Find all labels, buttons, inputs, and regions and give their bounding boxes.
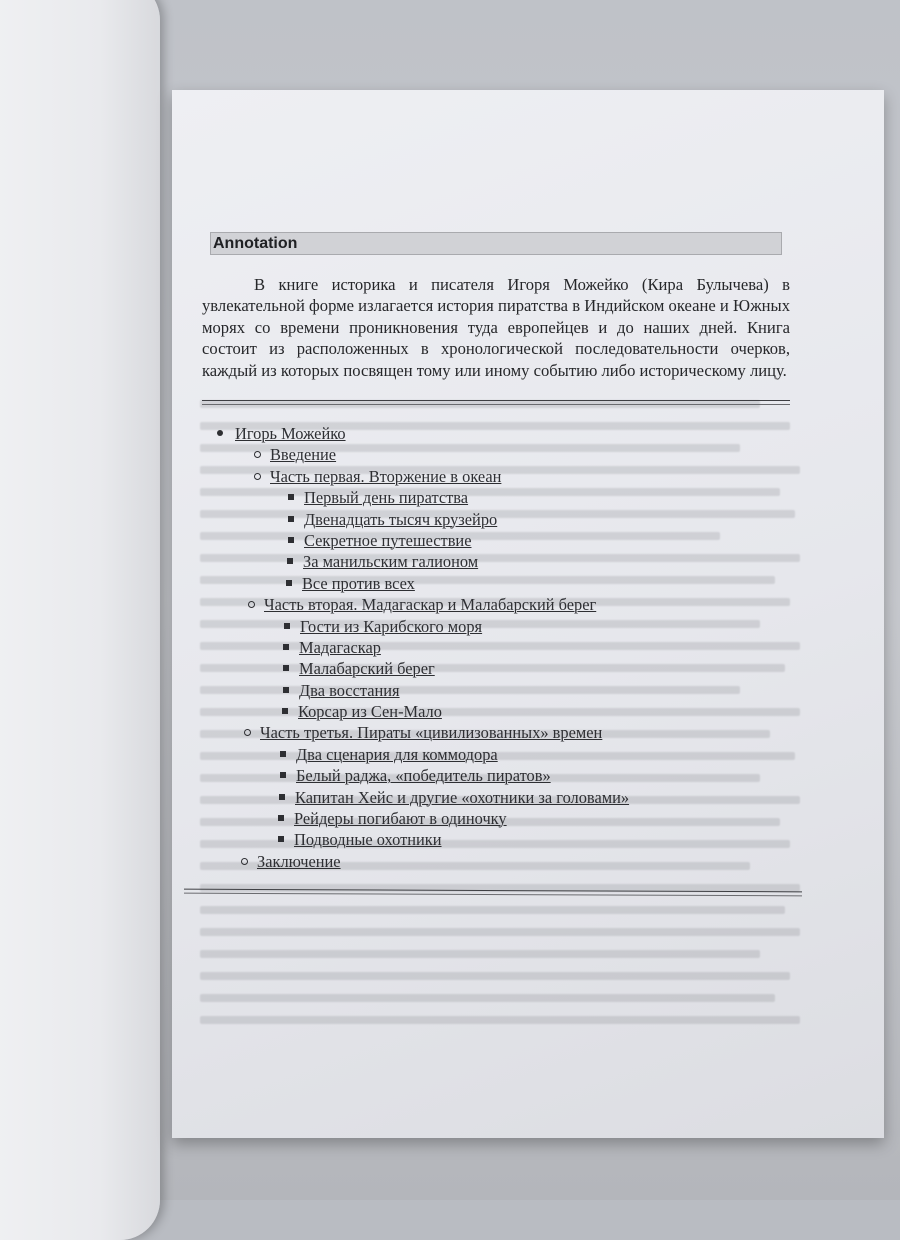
annotation-heading: Annotation — [210, 232, 782, 255]
bullet-square-icon — [278, 836, 284, 842]
toc-row-item — [214, 530, 629, 551]
bullet-circle-icon — [254, 473, 261, 480]
toc-row-item — [214, 658, 629, 679]
toc-link-conclusion[interactable]: Заключение — [257, 851, 341, 871]
toc-row-item — [214, 637, 629, 658]
bullet-square-icon — [287, 558, 293, 564]
toc-link-part1[interactable]: Часть первая. Вторжение в океан — [270, 466, 502, 486]
divider-top — [202, 400, 790, 405]
toc-row-root — [214, 423, 629, 444]
toc-link-author[interactable]: Игорь Можейко — [235, 424, 346, 443]
toc-link-item[interactable]: Два сценария для коммодора — [296, 744, 498, 764]
bullet-square-icon — [288, 494, 294, 500]
bullet-square-icon — [278, 815, 284, 821]
table-of-contents — [214, 423, 629, 872]
bullet-circle-icon — [254, 451, 261, 458]
toc-link-part3[interactable]: Часть третья. Пираты «цивилизованных» времен — [260, 723, 603, 743]
bullet-disc-icon — [217, 430, 223, 436]
toc-row-item — [214, 509, 629, 530]
annotation-text: В книге историка и писателя Игоря Можейко (Кира Булычева) в увлекательной форме излагается история пиратства в Индийском океане и Южных морях со времени проникновения туда европейцев и до наших дней. Книга состоит из расположенных в хронологической последовательности очерков, каждый из которых посвящен тому или иному событию либо историческому лицу. — [202, 275, 790, 380]
toc-link-part2[interactable]: Часть вторая. Мадагаскар и Малабарский берег — [264, 595, 597, 615]
toc-row-item — [214, 551, 629, 572]
toc-link-item[interactable]: Первый день пиратства — [304, 488, 469, 508]
toc-row-part1 — [214, 466, 629, 487]
toc-link-item[interactable]: Рейдеры погибают в одиночку — [294, 809, 507, 829]
bullet-square-icon — [284, 623, 290, 629]
toc-row-item — [214, 701, 629, 722]
toc-link-item[interactable]: Капитан Хейс и другие «охотники за головами» — [295, 787, 630, 807]
document-page — [172, 90, 884, 1138]
toc-link-item[interactable]: Все против всех — [302, 573, 415, 593]
toc-row-item — [214, 487, 629, 508]
bullet-square-icon — [286, 580, 292, 586]
toc-row-item — [214, 829, 629, 850]
toc-link-item[interactable]: Белый раджа, «победитель пиратов» — [296, 766, 551, 786]
bullet-square-icon — [288, 516, 294, 522]
toc-link-item[interactable]: Подводные охотники — [294, 830, 442, 850]
toc-row-conclusion — [214, 851, 629, 872]
toc-link-intro[interactable]: Введение — [270, 445, 337, 465]
toc-link-item[interactable]: Мадагаскар — [299, 637, 381, 657]
toc-link-item[interactable]: Два восстания — [299, 680, 400, 700]
toc-row-item — [214, 808, 629, 829]
toc-row-part3 — [214, 722, 629, 743]
bullet-square-icon — [280, 772, 286, 778]
toc-link-item[interactable]: Секретное путешествие — [304, 530, 472, 550]
bullet-square-icon — [283, 687, 289, 693]
toc-row-item — [214, 765, 629, 786]
toc-row-item — [214, 573, 629, 594]
toc-row-item — [214, 744, 629, 765]
bullet-circle-icon — [241, 858, 248, 865]
toc-link-item[interactable]: Малабарский берег — [299, 659, 435, 679]
bullet-square-icon — [280, 751, 286, 757]
toc-row-item — [214, 616, 629, 637]
toc-link-item[interactable]: Корсар из Сен-Мало — [298, 702, 442, 722]
bullet-square-icon — [282, 708, 288, 714]
bullet-square-icon — [288, 537, 294, 543]
facing-page — [0, 0, 160, 1240]
divider-bottom — [184, 889, 802, 897]
toc-row-part2 — [214, 594, 629, 615]
toc-row-item — [214, 787, 629, 808]
bullet-square-icon — [279, 794, 285, 800]
toc-link-item[interactable]: Двенадцать тысяч крузейро — [304, 509, 498, 529]
toc-link-item[interactable]: Гости из Карибского моря — [300, 616, 483, 636]
toc-row-intro — [214, 444, 629, 465]
bullet-circle-icon — [248, 601, 255, 608]
bullet-circle-icon — [244, 729, 251, 736]
toc-link-item[interactable]: За манильским галионом — [303, 552, 479, 572]
bullet-square-icon — [283, 665, 289, 671]
bullet-square-icon — [283, 644, 289, 650]
toc-row-item — [214, 680, 629, 701]
